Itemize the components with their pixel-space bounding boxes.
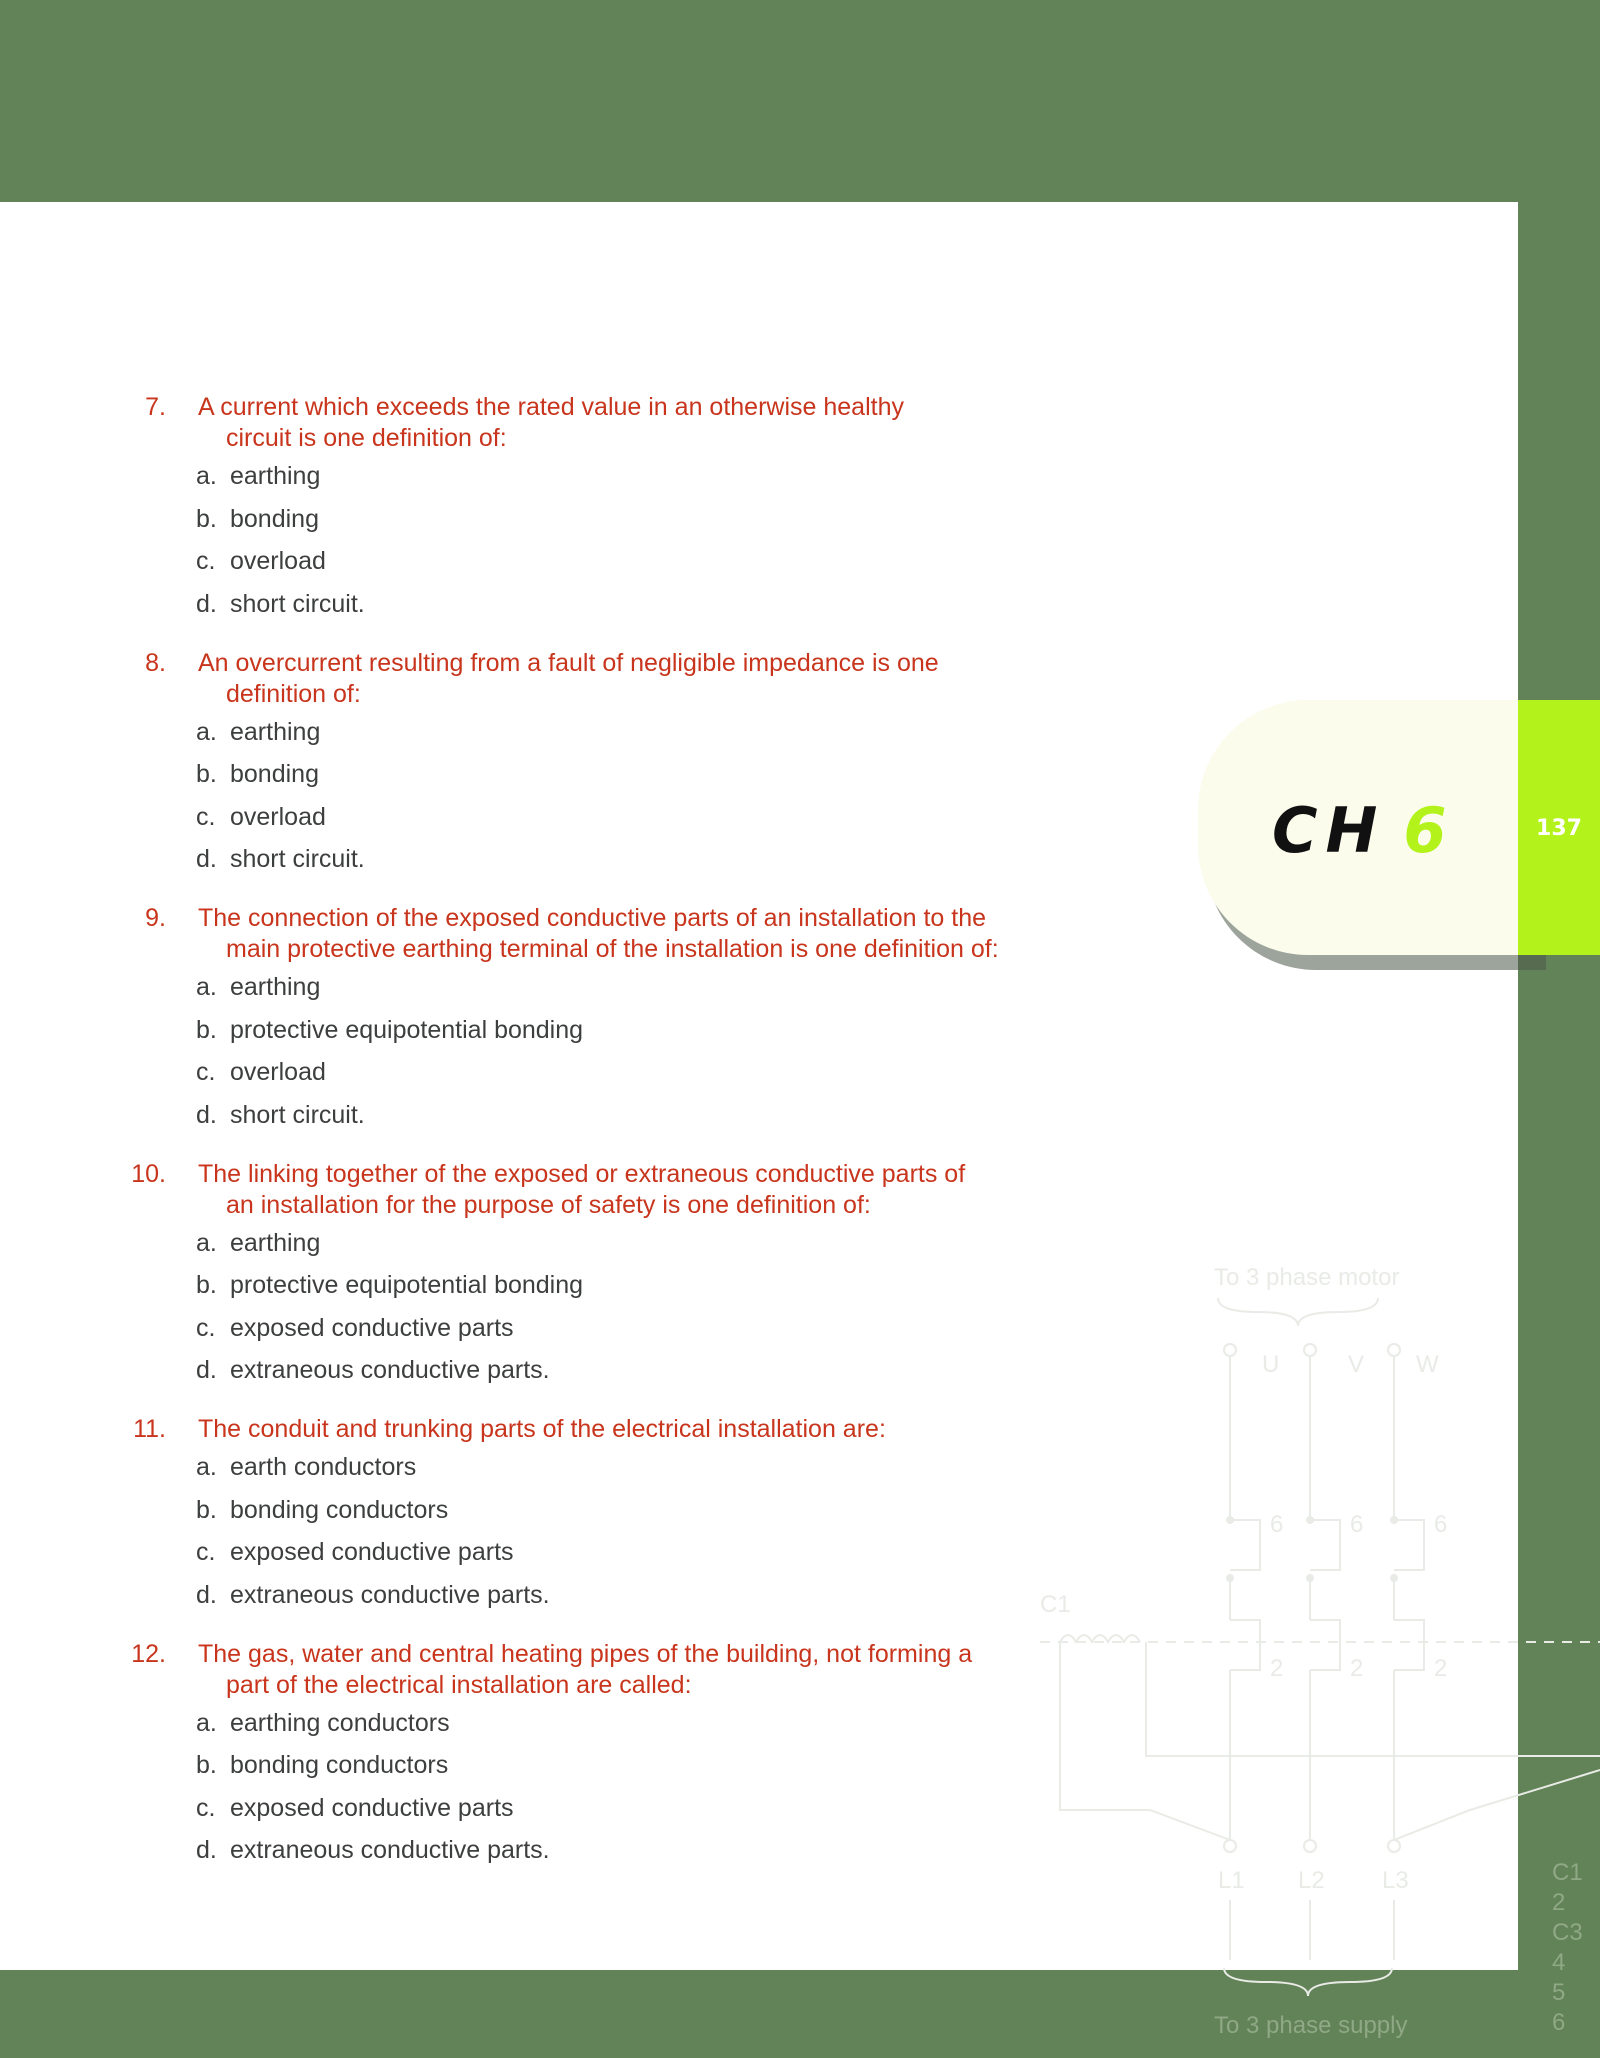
option-text: extraneous conductive parts. <box>230 1836 550 1864</box>
question-number: 10. <box>131 1159 166 1188</box>
page-number: 137 <box>1536 816 1582 841</box>
supply-brace <box>1224 1968 1392 1996</box>
side-list <box>1552 1859 1583 2036</box>
option-letter: c. <box>196 802 216 831</box>
option-letter: a. <box>196 973 217 1001</box>
motor-terminals <box>1224 1344 1439 1378</box>
option-c <box>120 1057 1020 1088</box>
question-8 <box>120 648 1020 876</box>
coil-label: C1 <box>1040 1591 1071 1618</box>
option-text: protective equipotential bonding <box>230 1015 584 1044</box>
option-text: short circuit. <box>230 1100 365 1129</box>
option-a <box>120 1708 1020 1739</box>
question-stem <box>120 648 1020 710</box>
question-number: 7. <box>145 393 166 421</box>
option-letter: b. <box>196 504 217 533</box>
option-letter: b. <box>196 1751 217 1779</box>
option-c <box>120 1537 1020 1568</box>
option-letter: d. <box>196 589 217 618</box>
side-list-item: 4 <box>1552 1949 1566 1976</box>
question-text-line-1: The gas, water and central heating pipes of the building, not forming a <box>198 1639 973 1668</box>
option-text: earthing <box>230 973 321 1001</box>
coil-symbol <box>1060 1635 1140 1642</box>
contact-label-6b: 6 <box>1350 1511 1364 1538</box>
option-letter: c. <box>196 1058 216 1086</box>
question-stem <box>120 1414 1020 1445</box>
control-wire-right <box>1146 1642 1600 1756</box>
question-text-line-2: main protective earthing terminal of the installation is one definition of: <box>226 935 999 963</box>
top-band <box>0 0 1600 202</box>
option-d <box>120 589 1020 620</box>
terminal-l1: L1 <box>1218 1867 1245 1894</box>
terminal-u: U <box>1262 1351 1280 1378</box>
option-text: extraneous conductive parts. <box>230 1580 550 1609</box>
chapter-number: 6 <box>1403 794 1455 867</box>
contact-label-6a: 6 <box>1270 1511 1284 1538</box>
contact-label-2a: 2 <box>1270 1655 1284 1682</box>
option-letter: d. <box>196 845 217 873</box>
option-list <box>120 461 1020 620</box>
option-text: earth conductors <box>230 1453 417 1481</box>
contact-label-6c: 6 <box>1434 1511 1448 1538</box>
option-b <box>120 1270 1020 1301</box>
option-letter: c. <box>196 1313 216 1342</box>
question-text-line-2: an installation for the purpose of safety is one definition of: <box>226 1190 871 1219</box>
phase-wires <box>1226 1356 1424 1840</box>
option-letter: d. <box>196 1580 217 1609</box>
terminal-w: W <box>1416 1351 1439 1378</box>
question-12 <box>120 1639 1020 1867</box>
question-9 <box>120 903 1020 1131</box>
question-list <box>120 392 1020 1894</box>
option-text: bonding conductors <box>230 1495 449 1524</box>
option-text: earthing conductors <box>230 1708 450 1737</box>
option-a <box>120 1452 1020 1483</box>
option-letter: c. <box>196 1793 216 1822</box>
chapter-prefix: CH <box>1272 794 1386 867</box>
option-d <box>120 1355 1020 1386</box>
question-number: 9. <box>145 904 166 932</box>
motor-brace <box>1218 1298 1378 1326</box>
background-circuit-diagram <box>1030 1250 1600 2058</box>
side-list-item: C3 <box>1552 1919 1583 1946</box>
option-list <box>120 1452 1020 1611</box>
side-list-item: C1 <box>1552 1859 1583 1886</box>
question-7 <box>120 392 1020 620</box>
option-d <box>120 844 1020 875</box>
terminal-v: V <box>1348 1351 1365 1378</box>
question-text-line-1: An overcurrent resulting from a fault of negligible impedance is one <box>198 648 939 677</box>
question-text-line-1: The conduit and trunking parts of the electrical installation are: <box>198 1415 886 1443</box>
question-stem <box>120 1159 1020 1221</box>
option-text: earthing <box>230 717 321 746</box>
option-letter: a. <box>196 462 217 490</box>
option-list <box>120 717 1020 876</box>
chapter-label <box>1272 796 1455 866</box>
option-letter: b. <box>196 1271 217 1299</box>
option-text: bonding <box>230 504 319 533</box>
question-text-line-1: A current which exceeds the rated value in an otherwise healthy <box>198 393 904 421</box>
question-text-line-2: circuit is one definition of: <box>226 424 507 452</box>
option-text: short circuit. <box>230 845 365 873</box>
option-text: exposed conductive parts <box>230 1538 514 1566</box>
option-b <box>120 1015 1020 1046</box>
option-text: extraneous conductive parts. <box>230 1356 550 1384</box>
question-stem <box>120 1639 1020 1701</box>
option-text: exposed conductive parts <box>230 1313 514 1342</box>
option-list <box>120 972 1020 1131</box>
option-letter: b. <box>196 1495 217 1524</box>
option-a <box>120 1228 1020 1259</box>
question-stem <box>120 392 1020 454</box>
control-wire-return <box>1394 1770 1600 1840</box>
question-number: 12. <box>131 1639 166 1668</box>
option-letter: d. <box>196 1836 217 1864</box>
option-text: overload <box>230 547 326 575</box>
option-a <box>120 717 1020 748</box>
question-number: 8. <box>145 648 166 677</box>
contact-label-2c: 2 <box>1434 1655 1448 1682</box>
option-b <box>120 504 1020 535</box>
option-b <box>120 759 1020 790</box>
side-list-item: 5 <box>1552 1979 1566 2006</box>
question-text-line-1: The linking together of the exposed or extraneous conductive parts of <box>198 1159 966 1188</box>
option-letter: a. <box>196 1228 217 1257</box>
diagram-top-label: To 3 phase motor <box>1214 1264 1400 1291</box>
question-text-line-2: part of the electrical installation are called: <box>226 1670 692 1699</box>
option-text: overload <box>230 802 326 831</box>
option-text: bonding conductors <box>230 1751 449 1779</box>
option-text: short circuit. <box>230 589 365 618</box>
option-letter: d. <box>196 1356 217 1384</box>
option-c <box>120 802 1020 833</box>
option-a <box>120 972 1020 1003</box>
question-stem <box>120 903 1020 965</box>
option-list <box>120 1228 1020 1387</box>
option-text: earthing <box>230 1228 321 1257</box>
option-letter: c. <box>196 547 216 575</box>
contact-label-2b: 2 <box>1350 1655 1364 1682</box>
option-c <box>120 546 1020 577</box>
option-b <box>120 1750 1020 1781</box>
option-text: earthing <box>230 462 321 490</box>
supply-terminals <box>1218 1840 1409 1960</box>
option-d <box>120 1100 1020 1131</box>
question-number: 11. <box>133 1415 166 1443</box>
option-letter: a. <box>196 717 217 746</box>
option-letter: d. <box>196 1100 217 1129</box>
option-list <box>120 1708 1020 1867</box>
option-letter: c. <box>196 1538 216 1566</box>
option-b <box>120 1495 1020 1526</box>
terminal-l2: L2 <box>1298 1867 1325 1894</box>
question-10 <box>120 1159 1020 1387</box>
option-a <box>120 461 1020 492</box>
option-letter: b. <box>196 1015 217 1044</box>
terminal-l3: L3 <box>1382 1867 1409 1894</box>
option-text: protective equipotential bonding <box>230 1271 584 1299</box>
option-letter: a. <box>196 1453 217 1481</box>
side-list-item: 2 <box>1552 1889 1566 1916</box>
option-d <box>120 1580 1020 1611</box>
question-11 <box>120 1414 1020 1611</box>
option-letter: a. <box>196 1708 217 1737</box>
option-c <box>120 1313 1020 1344</box>
side-list-item: 6 <box>1552 2009 1566 2036</box>
question-text-line-2: definition of: <box>226 679 361 708</box>
option-text: bonding <box>230 760 319 788</box>
diagram-bottom-label: To 3 phase supply <box>1214 2012 1408 2039</box>
option-d <box>120 1835 1020 1866</box>
option-c <box>120 1793 1020 1824</box>
option-text: exposed conductive parts <box>230 1793 514 1822</box>
question-text-line-1: The connection of the exposed conductive parts of an installation to the <box>198 904 987 932</box>
option-letter: b. <box>196 760 217 788</box>
option-text: overload <box>230 1058 326 1086</box>
